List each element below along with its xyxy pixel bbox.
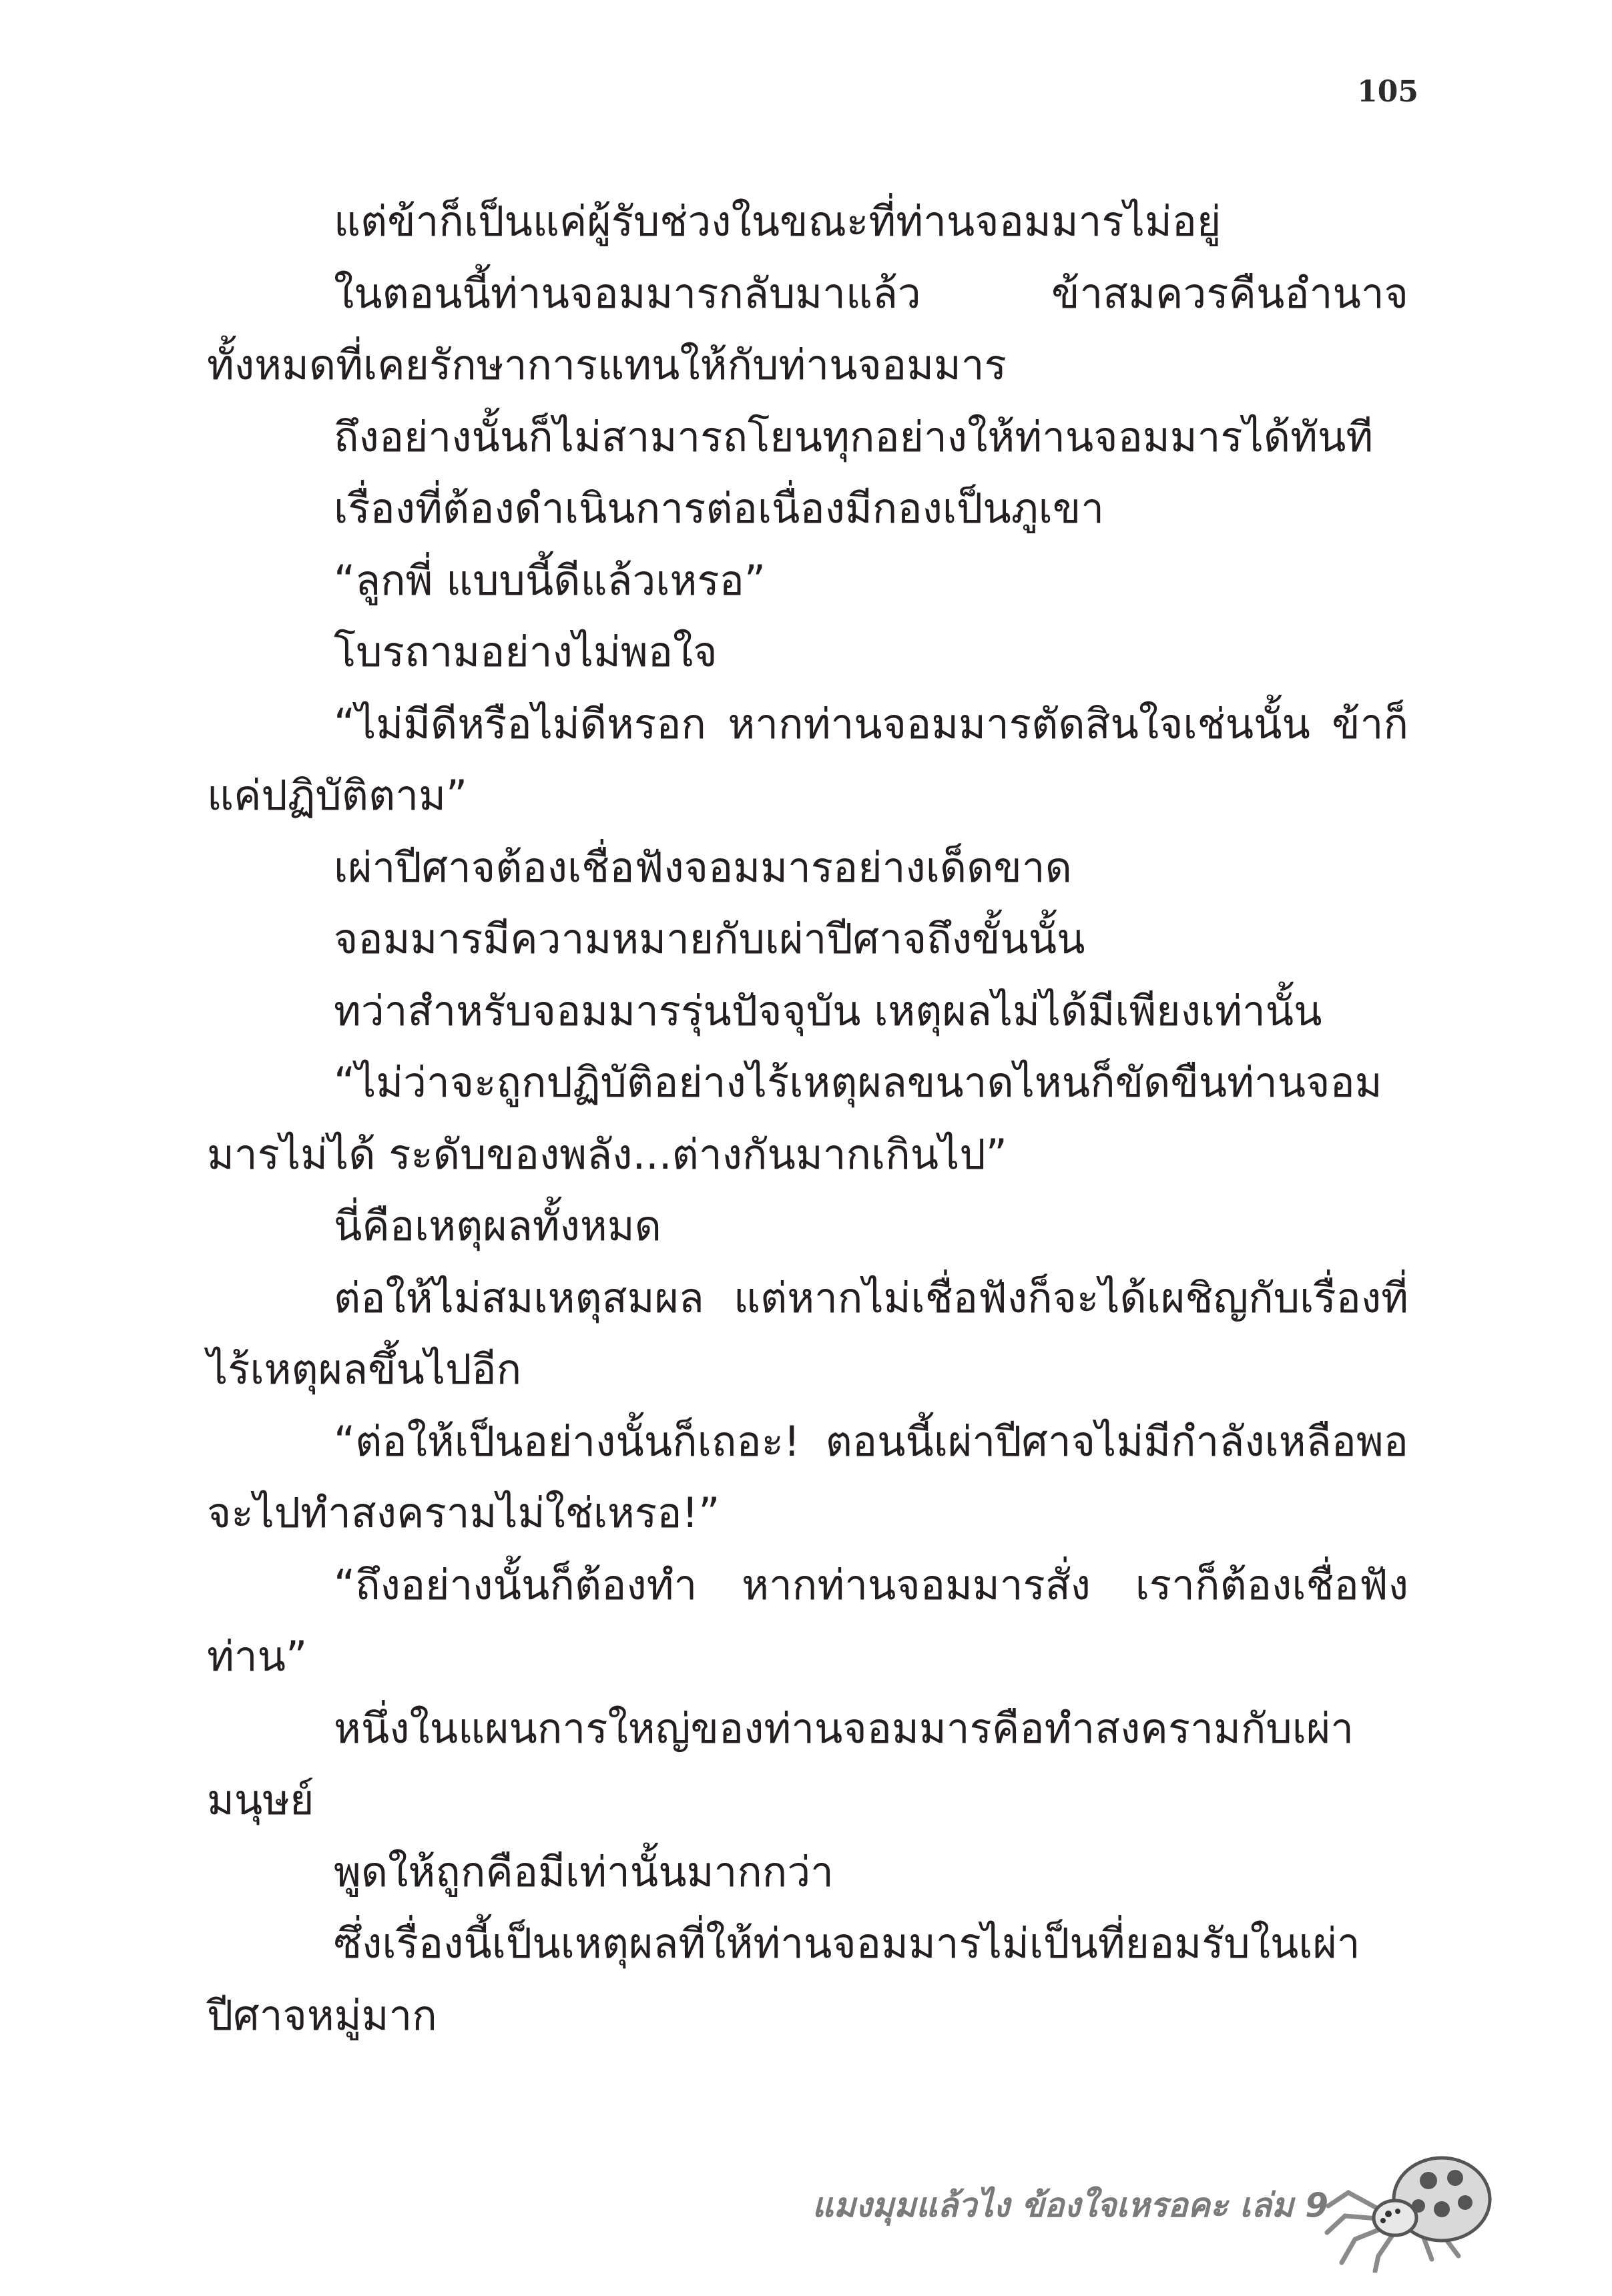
page-number: 105	[1357, 75, 1418, 109]
paragraph: ต่อให้ไม่สมเหตุสมผล แต่หากไม่เชื่อฟังก็จะได้เผชิญกับเรื่องที่ไร้เหตุผลขึ้นไปอีก	[207, 1273, 1408, 1394]
paragraph: เผ่าปีศาจต้องเชื่อฟังจอมมารอย่างเด็ดขาด	[334, 842, 1072, 892]
paragraph: แต่ข้าก็เป็นแค่ผู้รับช่วงในขณะที่ท่านจอมมารไม่อยู่	[334, 197, 1222, 246]
paragraph: ทว่าสำหรับจอมมารรุ่นปัจจุบัน เหตุผลไม่ได้มีเพียงเท่านั้น	[334, 986, 1322, 1035]
body-text	[207, 186, 1408, 2051]
paragraph: เรื่องที่ต้องดำเนินการต่อเนื่องมีกองเป็นภูเขา	[334, 484, 1105, 533]
paragraph: หนึ่งในแผนการใหญ่ของท่านจอมมารคือทำสงครามกับเผ่ามนุษย์	[207, 1703, 1354, 1824]
paragraph: นี่คือเหตุผลทั้งหมด	[334, 1201, 661, 1250]
paragraph: “ไม่ว่าจะถูกปฏิบัติอย่างไร้เหตุผลขนาดไหนก็ขัดขืนท่านจอมมารไม่ได้ ระดับของพลัง...ต่างกันมากเกินไป”	[207, 1058, 1382, 1179]
paragraph: “ต่อให้เป็นอย่างนั้นก็เถอะ! ตอนนี้เผ่าปีศาจไม่มีกำลังเหลือพอจะไปทำสงครามไม่ใช่เหรอ!”	[207, 1416, 1408, 1537]
paragraph: ถึงอย่างนั้นก็ไม่สามารถโยนทุกอย่างให้ท่านจอมมารได้ทันที	[334, 412, 1374, 461]
paragraph: “ถึงอย่างนั้นก็ต้องทำ หากท่านจอมมารสั่ง เราก็ต้องเชื่อฟังท่าน”	[207, 1560, 1408, 1681]
paragraph: “ลูกพี่ แบบนี้ดีแล้วเหรอ”	[334, 555, 766, 605]
paragraph: “ไม่มีดีหรือไม่ดีหรอก หากท่านจอมมารตัดสินใจเช่นนั้น ข้าก็แค่ปฏิบัติตาม”	[207, 699, 1408, 820]
paragraph: จอมมารมีความหมายกับเผ่าปีศาจถึงขั้นนั้น	[334, 914, 1085, 963]
book-title: แมงมุมแล้วไง ข้องใจเหรอคะ เล่ม 9	[812, 2186, 1328, 2225]
spider-mascot-icon	[1322, 2139, 1495, 2273]
paragraph: ซึ่งเรื่องนี้เป็นเหตุผลที่ให้ท่านจอมมารไม่เป็นที่ยอมรับในเผ่าปีศาจหมู่มาก	[207, 1919, 1360, 2040]
paragraph: โบรถามอย่างไม่พอใจ	[334, 627, 718, 676]
page-footer	[748, 2152, 1495, 2259]
paragraph: พูดให้ถูกคือมีเท่านั้นมากกว่า	[334, 1847, 834, 1896]
paragraph: ในตอนนี้ท่านจอมมารกลับมาแล้ว ข้าสมควรคืนอำนาจทั้งหมดที่เคยรักษาการแทนให้กับท่านจอมมาร	[207, 268, 1408, 389]
